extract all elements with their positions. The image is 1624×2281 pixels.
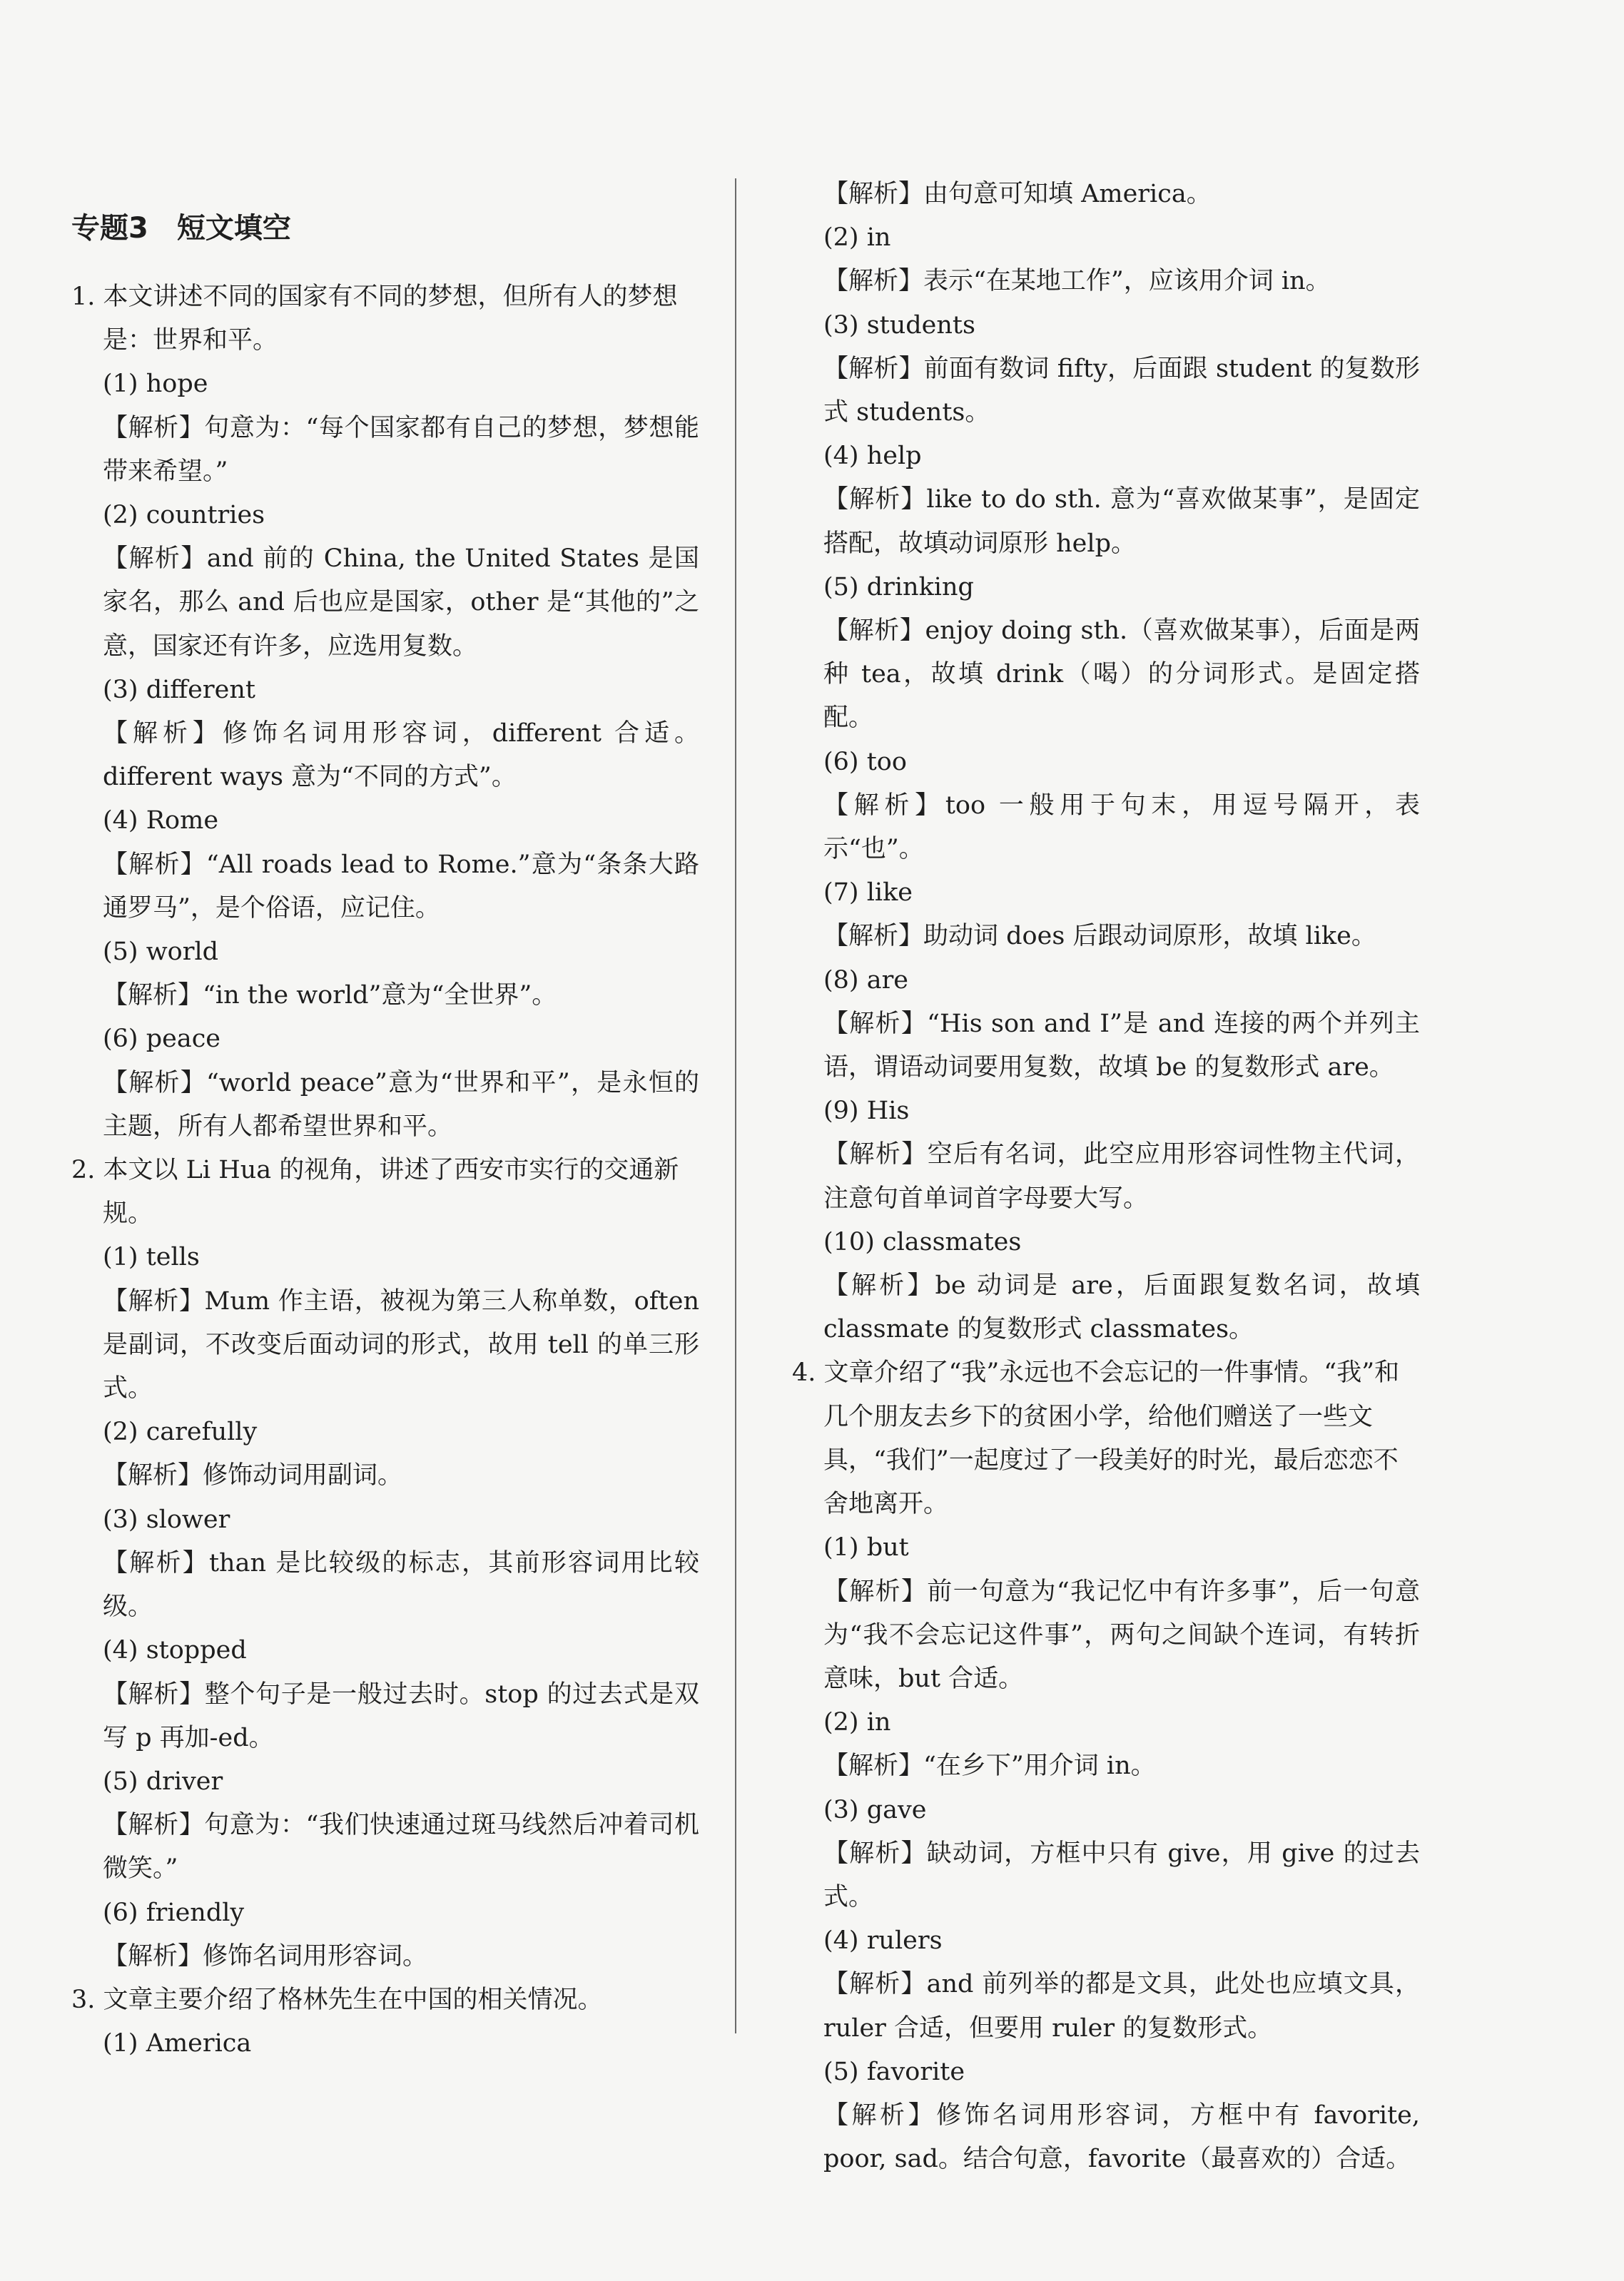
answer-line: (9) His	[823, 1097, 910, 1126]
explanation-text: 【解析】修饰名词用形容词。	[103, 1941, 428, 1971]
answer-line: (6) friendly	[103, 1898, 245, 1927]
answer-line: (1) hope	[103, 370, 208, 399]
explanation-text: 【解析】“His son and I”是 and 连接的两个并列主语，谓语动词要用复数，故填 be 的复数形式 are。	[823, 1009, 1420, 1082]
question-intro: 2. 本文以 Li Hua 的视角，讲述了西安市实行的交通新规。	[71, 1156, 679, 1229]
explanation-text: 【解析】be 动词是 are，后面跟复数名词，故填 classmate 的复数形式 classmates。	[823, 1271, 1420, 1344]
answer-line: (3) different	[103, 675, 255, 704]
left-column-body	[71, 275, 699, 2066]
explanation-text: 【解析】“All roads lead to Rome.”意为“条条大路通罗马”，是个俗语，应记住。	[103, 850, 699, 923]
answer-line: (4) stopped	[103, 1636, 247, 1665]
section-heading: 专题3 短文填空	[71, 212, 291, 245]
explanation-text: 【解析】“in the world”意为“全世界”。	[103, 981, 557, 1010]
answer-line: (1) but	[823, 1533, 909, 1563]
answer-line: (4) rulers	[823, 1926, 943, 1956]
answer-line: (1) tells	[103, 1243, 200, 1272]
answer-line: (3) gave	[823, 1795, 927, 1824]
answer-line: (1) America	[103, 2029, 252, 2058]
explanation-text: 【解析】“在乡下”用介词 in。	[823, 1752, 1156, 1781]
explanation-text: 【解析】than 是比较级的标志，其前形容词用比较级。	[103, 1548, 699, 1622]
explanation-text: 【解析】缺动词，方框中只有 give，用 give 的过去式。	[823, 1839, 1420, 1911]
answer-line: (6) peace	[103, 1025, 221, 1054]
answer-line: (2) in	[823, 223, 891, 253]
answer-line: (2) in	[823, 1708, 891, 1737]
explanation-text: 【解析】前面有数词 fifty，后面跟 student 的复数形式 students。	[823, 354, 1420, 427]
explanation-text: 【解析】“world peace”意为“世界和平”，是永恒的主题，所有人都希望世界和平。	[103, 1068, 699, 1141]
left-column	[71, 200, 699, 2066]
answer-line: (5) driver	[103, 1767, 223, 1796]
explanation-text: 【解析】助动词 does 后跟动词原形，故填 like。	[823, 922, 1376, 951]
explanation-text: 【解析】句意为：“我们快速通过斑马线然后冲着司机微笑。”	[103, 1811, 699, 1884]
explanation-text: 【解析】由句意可知填 America。	[823, 180, 1212, 208]
answer-line: (3) students	[823, 310, 975, 340]
explanation-text: 【解析】表示“在某地工作”，应该用介词 in。	[823, 267, 1331, 296]
explanation-text: 【解析】enjoy doing sth.（喜欢做某事），后面是两种 tea，故填 drink（喝）的分词形式。是固定搭配。	[823, 616, 1420, 733]
explanation-text: 【解析】句意为：“每个国家都有自己的梦想，梦想能带来希望。”	[103, 413, 699, 486]
answer-line: (3) slower	[103, 1505, 230, 1534]
explanation-text: 【解析】too 一般用于句末，用逗号隔开，表示“也”。	[823, 791, 1420, 864]
answer-line: (5) world	[103, 938, 219, 967]
right-column-body	[792, 173, 1420, 2181]
answer-line: (2) countries	[103, 501, 265, 530]
explanation-text: 【解析】and 前列举的都是文具，此处也应填文具，ruler 合适，但要用 ruler 的复数形式。	[823, 1970, 1420, 2043]
answer-line: (5) favorite	[823, 2057, 965, 2086]
question-intro: 3. 文章主要介绍了格林先生在中国的相关情况。	[71, 1985, 603, 2014]
explanation-text: 【解析】and 前的 China, the United States 是国家名，那么 and 后也应是国家，other 是“其他的”之意，国家还有许多，应选用复数。	[103, 544, 699, 661]
answer-line: (10) classmates	[823, 1227, 1022, 1256]
answer-line: (6) too	[823, 747, 907, 776]
explanation-text: 【解析】like to do sth. 意为“喜欢做某事”，是固定搭配，故填动词原形 help。	[823, 485, 1420, 558]
answer-line: (8) are	[823, 965, 909, 995]
answer-line: (2) carefully	[103, 1418, 258, 1447]
answer-line: (5) drinking	[823, 572, 974, 601]
right-column	[792, 173, 1420, 2181]
answer-line: (7) like	[823, 878, 913, 908]
explanation-text: 【解析】整个句子是一般过去时。stop 的过去式是双写 p 再加-ed。	[103, 1680, 699, 1752]
question-intro: 1. 本文讲述不同的国家有不同的梦想，但所有人的梦想是：世界和平。	[71, 283, 678, 355]
answer-line: (4) Rome	[103, 806, 219, 835]
answer-line: (4) help	[823, 442, 922, 471]
explanation-text: 【解析】前一句意为“我记忆中有许多事”，后一句意为“我不会忘记这件事”，两句之间缺个连词，有转折意味，but 合适。	[823, 1577, 1420, 1693]
explanation-text: 【解析】修饰名词用形容词，方框中有 favorite, poor, sad。结合句意，favorite（最喜欢的）合适。	[823, 2100, 1420, 2174]
column-divider	[735, 178, 736, 2033]
explanation-text: 【解析】Mum 作主语，被视为第三人称单数，often 是副词，不改变后面动词的形式，故用 tell 的单三形式。	[103, 1286, 699, 1403]
question-intro: 4. 文章介绍了“我”永远也不会忘记的一件事情。“我”和几个朋友去乡下的贫困小学，给他们赠送了一些文具，“我们”一起度过了一段美好的时光，最后恋恋不舍地离开。	[792, 1358, 1400, 1519]
explanation-text: 【解析】修饰名词用形容词，different 合适。different ways 意为“不同的方式”。	[103, 719, 699, 792]
explanation-text: 【解析】修饰动词用副词。	[103, 1461, 403, 1490]
explanation-text: 【解析】空后有名词，此空应用形容词性物主代词，注意句首单词首字母要大写。	[823, 1140, 1420, 1213]
